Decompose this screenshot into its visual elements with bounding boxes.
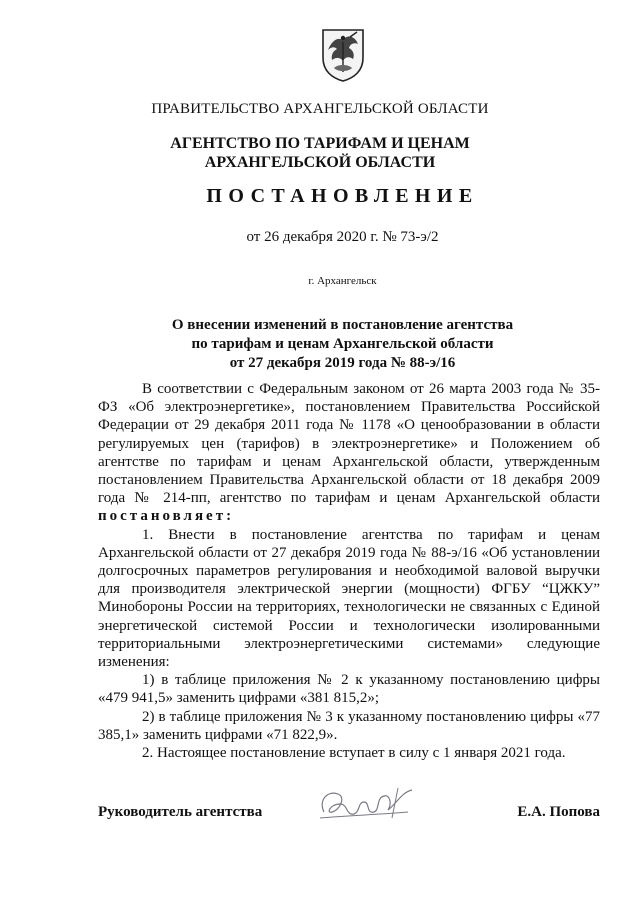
agency-name-line2: АРХАНГЕЛЬСКОЙ ОБЛАСТИ <box>204 154 436 171</box>
item-1-subitem-2: 2) в таблице приложения № 3 к указанному постановлению цифры «77 385,1» заменить цифрами «71 822,9». <box>98 708 600 743</box>
government-name: ПРАВИТЕЛЬСТВО АРХАНГЕЛЬСКОЙ ОБЛАСТИ <box>151 101 489 117</box>
coat-of-arms-icon <box>320 28 366 82</box>
intro-paragraph: В соответствии с Федеральным законом от 26 марта 2003 года № 35-ФЗ «Об электроэнергетике», постановлением Правительства Российской Федерации от 29 декабря 2011 года № 1178 «О ценообразовании в области регулируемых цен (тарифов) в электроэнергетике» и Положением об агентстве по тарифам и ценам Архангельской области, утвержденным постановлением Правительства Архангельской области от 18 декабря 2009 года № 214-пп, агентство по тарифам и ценам Архангельской области <box>98 381 600 507</box>
document-city: г. Архангельск <box>308 275 377 287</box>
document-body <box>98 380 600 762</box>
item-1-subitem-1: 1) в таблице приложения № 2 к указанному постановлению цифры «479 941,5» заменить цифрами «381 815,2»; <box>98 672 600 707</box>
item-1-paragraph: 1. Внести в постановление агентства по тарифам и ценам Архангельской области от 27 декабря 2019 года № 88-э/16 «Об установлении долгосрочных параметров регулирования и необходимой валовой выручки для производителя электрической энергии (мощности) ФГБУ “ЦЖКУ” Минобороны России на территориях, технологически не связанных с Единой энергетической системой России и технологически изолированными территориальными электроэнергетическими системами» следующие изменения: <box>98 526 600 671</box>
subject-line3: от 27 декабря 2019 года № 88-э/16 <box>229 355 456 371</box>
document-type-title: ПОСТАНОВЛЕНИЕ <box>206 185 479 207</box>
subject-line2: по тарифам и ценам Архангельской области <box>191 336 494 352</box>
decree-word-paragraph <box>98 507 600 525</box>
decree-word: постановляет: <box>98 508 235 525</box>
signatory-role: Руководитель агентства <box>98 804 263 820</box>
signature-block <box>98 804 600 824</box>
agency-name-line1: АГЕНТСТВО ПО ТАРИФАМ И ЦЕНАМ <box>170 135 470 152</box>
agency-name <box>0 134 640 172</box>
document-subject <box>0 316 640 373</box>
subject-line1: О внесении изменений в постановление агентства <box>171 317 514 333</box>
document-date-number: от 26 декабря 2020 г. № 73-э/2 <box>246 229 439 245</box>
item-2-paragraph: 2. Настоящее постановление вступает в силу с 1 января 2021 года. <box>142 745 566 762</box>
signatory-name: Е.А. Попова <box>517 804 600 820</box>
